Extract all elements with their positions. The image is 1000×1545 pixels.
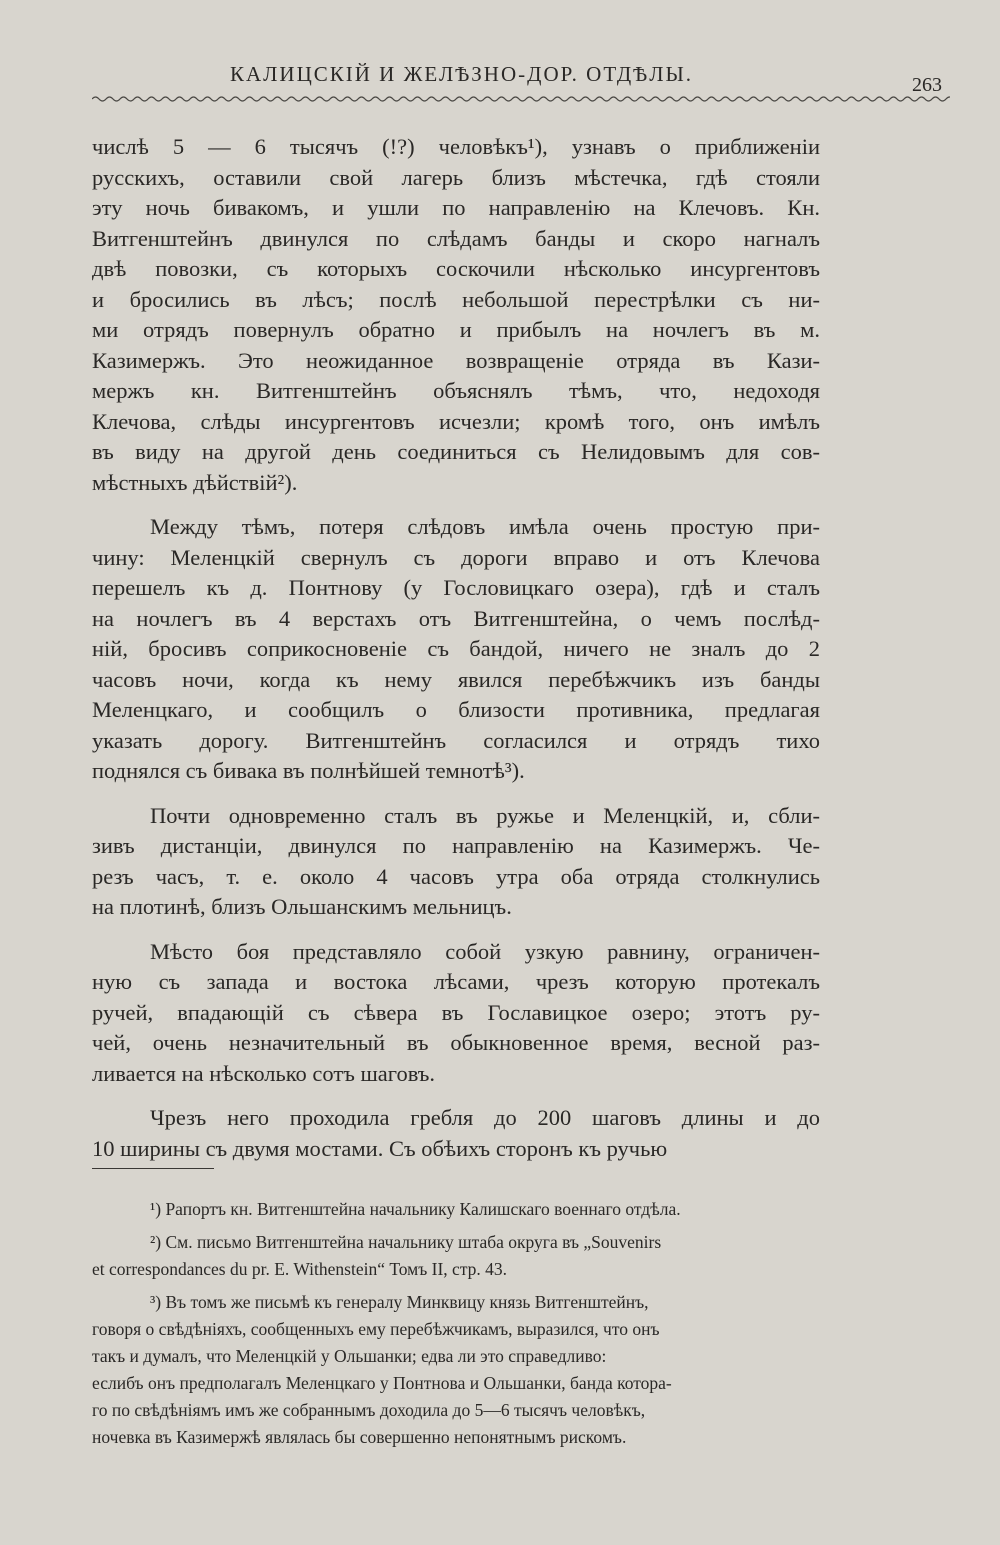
footnote-rule [92,1168,214,1169]
paragraph [92,132,820,498]
page-number: 263 [912,74,942,96]
text-line: Клечова, слѣды инсургентовъ исчезли; кромѣ того, онъ имѣлъ [92,408,820,434]
footnote-line: го по свѣдѣніямъ имъ же собраннымъ доходила до 5—6 тысячъ человѣкъ, [92,1400,646,1420]
text-line: зивъ дистанціи, двинулся по направленію на Казимержъ. Че- [92,833,820,858]
text-line: русскихъ, оставили свой лагерь близъ мѣстечка, гдѣ стояли [92,164,820,190]
footnote-line: ¹) Рапортъ кн. Витгенштейна начальнику Калишскаго военнаго отдѣла. [150,1199,681,1219]
footnote-line: et correspondances du pr. E. Withenstein“ Томъ II, стр. 43. [92,1259,508,1279]
text-line: ручей, впадающій съ сѣвера въ Гославицкое озеро; этотъ ру- [92,999,820,1025]
text-line: 10 ширины съ двумя мостами. Съ обѣихъ сторонъ къ ручью [92,1135,668,1161]
footnote-line: такъ и думалъ, что Меленцкій у Ольшанки; едва ли это справедливо: [92,1346,607,1366]
text-line: ми отрядъ повернулъ обратно и прибылъ на ночлегъ въ м. [92,317,820,342]
footnote [92,1289,820,1451]
footnote-line: ²) См. письмо Витгенштейна начальнику штаба округа въ „Souvenirs [150,1232,662,1252]
running-head: КАЛИЦСКІЙ И ЖЕЛѢЗНО-ДОР. ОТДѢЛЫ. [230,62,694,86]
footnote [92,1229,820,1283]
text-line: Меленцкаго, и сообщилъ о близости противника, предлагая [92,697,820,722]
text-line: часовъ ночи, когда къ нему явился перебѣжчикъ изъ банды [92,666,820,692]
footnotes [92,1196,820,1457]
paragraph [92,801,820,923]
text-line: мѣстныхъ дѣйствій²). [92,469,298,495]
body-text [92,132,820,1178]
text-line: чей, очень незначительный въ обыкновенное время, весной раз- [92,1030,820,1055]
paragraph [92,937,820,1090]
text-line: въ виду на другой день соединиться съ Нелидовымъ для сов- [92,439,820,464]
text-line: эту ночь бивакомъ, и ушли по направленію на Клечовъ. Кн. [92,195,820,220]
footnote-line: еслибъ онъ предполагалъ Меленцкаго у Понтнова и Ольшанки, банда котора- [92,1373,672,1393]
text-line: Почти одновременно сталъ въ ружье и Меленцкій, и, сбли- [150,802,820,828]
text-line: Мѣсто боя представляло собой узкую равнину, ограничен- [150,938,820,964]
text-line: Чрезъ него проходила гребля до 200 шаговъ длины и до [150,1105,820,1130]
footnote-line: ³) Въ томъ же письмѣ къ генералу Минквицу князь Витгенштейнъ, [150,1292,649,1312]
text-line: числѣ 5 — 6 тысячъ (!?) человѣкъ¹), узнавъ о приближеніи [92,134,820,159]
paragraph [92,1103,820,1164]
text-line: указать дорогу. Витгенштейнъ согласился и отрядъ тихо [92,727,820,753]
wavy-header-rule [92,94,950,104]
text-line: ную съ запада и востока лѣсами, чрезъ которую протекалъ [92,969,820,994]
text-line: поднялся съ бивака въ полнѣйшей темнотѣ³). [92,758,525,783]
text-line: Казимержъ. Это неожиданное возвращеніе отряда въ Кази- [92,347,820,373]
text-line: на ночлегъ въ 4 верстахъ отъ Витгенштейна, о чемъ послѣд- [92,605,820,631]
text-line: на плотинѣ, близъ Ольшанскимъ мельницъ. [92,894,512,919]
footnote-line: ночевка въ Казимержѣ являлась бы совершенно непонятнымъ рискомъ. [92,1427,627,1447]
text-line: резъ часъ, т. е. около 4 часовъ утра оба отряда столкнулись [92,863,820,889]
text-line: мержъ кн. Витгенштейнъ объяснялъ тѣмъ, что, недоходя [92,378,820,403]
text-line: двѣ повозки, съ которыхъ соскочили нѣсколько инсургентовъ [92,256,820,281]
text-line: ливается на нѣсколько сотъ шаговъ. [92,1060,436,1086]
text-line: чину: Меленцкій свернулъ съ дороги вправо и отъ Клечова [92,544,820,570]
text-line: и бросились въ лѣсъ; послѣ небольшой перестрѣлки съ ни- [92,286,820,312]
footnote-line: говоря о свѣдѣніяхъ, сообщенныхъ ему перебѣжчикамъ, выразился, что онъ [92,1319,660,1339]
text-line: ній, бросивъ соприкосновеніе съ бандой, ничего не зналъ до 2 [92,636,820,661]
text-line: перешелъ къ д. Понтнову (у Гословицкаго озера), гдѣ и сталъ [92,575,820,600]
text-line: Витгенштейнъ двинулся по слѣдамъ банды и скоро нагналъ [92,225,820,251]
footnote [92,1196,820,1223]
text-line: Между тѣмъ, потеря слѣдовъ имѣла очень простую при- [150,514,820,539]
paragraph [92,512,820,787]
